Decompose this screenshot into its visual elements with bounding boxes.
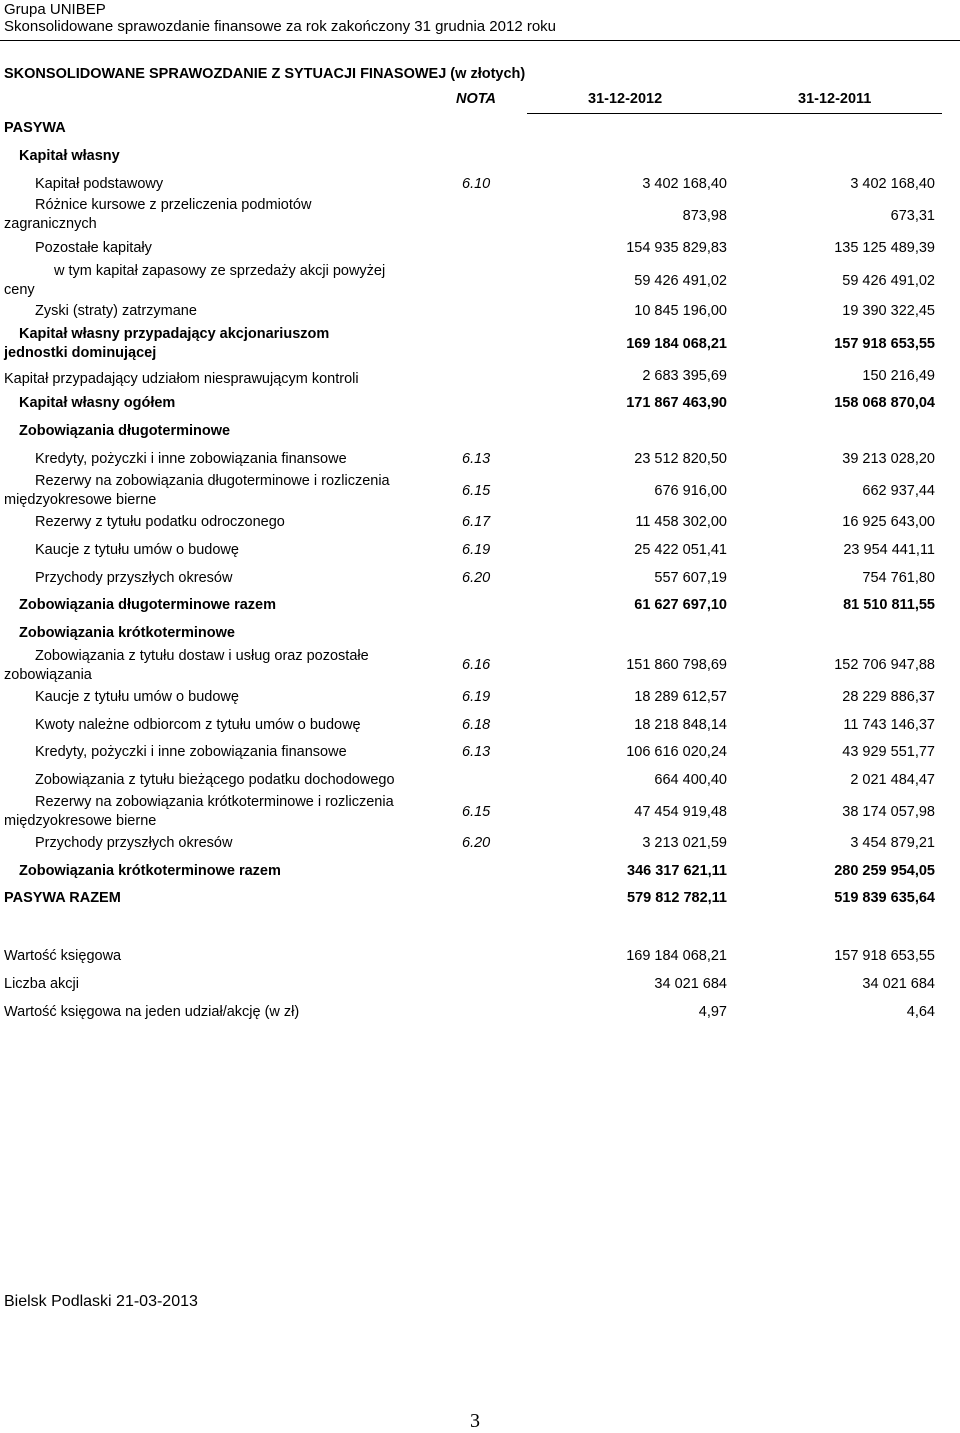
value-2011: 280 259 954,05: [834, 863, 935, 879]
value-2012: 169 184 068,21: [626, 948, 727, 964]
value-2011: 59 426 491,02: [842, 273, 935, 289]
row-nota: 6.13: [462, 451, 491, 467]
header-rule: [0, 40, 960, 41]
value-2011: 519 839 635,64: [834, 890, 935, 906]
row-nota: 6.17: [462, 514, 491, 530]
value-2011: 23 954 441,11: [843, 542, 935, 558]
value-2011: 3 402 168,40: [850, 176, 935, 192]
row-nota: 6.15: [462, 483, 491, 499]
row-label: Pozostałe kapitały: [35, 240, 152, 256]
row-nota: 6.13: [462, 744, 491, 760]
value-2011: 157 918 653,55: [834, 948, 935, 964]
row-label-cont: zobowiązania: [4, 667, 92, 683]
value-2011: 81 510 811,55: [843, 597, 935, 613]
row-label: Przychody przyszłych okresów: [35, 570, 233, 586]
row-label: Kapitał własny ogółem: [19, 395, 176, 411]
row-nota: 6.19: [462, 689, 491, 705]
company-name: Grupa UNIBEP: [4, 1, 106, 18]
value-2011: 38 174 057,98: [842, 804, 935, 820]
value-2012: 10 845 196,00: [634, 303, 727, 319]
row-label: PASYWA RAZEM: [4, 890, 121, 906]
row-label: Kapitał własny: [19, 148, 120, 164]
row-label: Kredyty, pożyczki i inne zobowiązania finansowe: [35, 744, 347, 760]
row-nota: 6.19: [462, 542, 491, 558]
value-2011: 4,64: [906, 1004, 935, 1020]
value-2011: 28 229 886,37: [842, 689, 935, 705]
row-label-cont: międzyokresowe bierne: [4, 492, 157, 508]
value-2012: 579 812 782,11: [627, 890, 727, 906]
value-2012: 151 860 798,69: [626, 657, 727, 673]
row-label: Różnice kursowe z przeliczenia podmiotów: [35, 197, 312, 213]
row-label: Kapitał podstawowy: [35, 176, 164, 192]
value-2012: 346 317 621,11: [627, 863, 727, 879]
value-2011: 39 213 028,20: [842, 451, 935, 467]
value-2011: 34 021 684: [862, 976, 935, 992]
value-2012: 11 458 302,00: [635, 514, 727, 530]
value-2012: 557 607,19: [654, 570, 727, 586]
value-2011: 135 125 489,39: [834, 240, 935, 256]
row-label: Rezerwy z tytułu podatku odroczonego: [35, 514, 285, 530]
value-2011: 673,31: [890, 208, 935, 224]
value-2012: 18 218 848,14: [634, 717, 727, 733]
row-label: Przychody przyszłych okresów: [35, 835, 233, 851]
value-2011: 43 929 551,77: [842, 744, 935, 760]
value-2011: 152 706 947,88: [834, 657, 935, 673]
row-label: PASYWA: [4, 120, 66, 136]
row-label-cont: zagranicznych: [4, 216, 97, 232]
row-nota: 6.20: [462, 570, 491, 586]
row-label-cont: międzyokresowe bierne: [4, 813, 157, 829]
value-2011: 3 454 879,21: [850, 835, 935, 851]
value-2012: 3 402 168,40: [642, 176, 727, 192]
value-2011: 16 925 643,00: [842, 514, 935, 530]
column-header-nota: NOTA: [456, 91, 497, 107]
row-nota: 6.10: [462, 176, 491, 192]
row-label: Kaucje z tytułu umów o budowę: [35, 689, 239, 705]
value-2011: 19 390 322,45: [842, 303, 935, 319]
row-label: w tym kapitał zapasowy ze sprzedaży akcji powyżej: [54, 263, 386, 279]
row-label: Wartość księgowa na jeden udział/akcję (w zł): [4, 1004, 300, 1020]
row-label: Liczba akcji: [4, 976, 79, 992]
row-label: Wartość księgowa: [4, 948, 122, 964]
value-2012: 23 512 820,50: [634, 451, 727, 467]
row-nota: 6.20: [462, 835, 491, 851]
value-2012: 61 627 697,10: [634, 597, 727, 613]
column-header-underline: [527, 113, 942, 114]
value-2012: 18 289 612,57: [634, 689, 727, 705]
value-2012: 3 213 021,59: [642, 835, 727, 851]
value-2011: 150 216,49: [862, 368, 935, 384]
value-2012: 4,97: [698, 1004, 727, 1020]
place-date: Bielsk Podlaski 21-03-2013: [4, 1293, 198, 1310]
row-nota: 6.15: [462, 804, 491, 820]
row-label: Kredyty, pożyczki i inne zobowiązania finansowe: [35, 451, 347, 467]
value-2011: 754 761,80: [862, 570, 935, 586]
value-2012: 25 422 051,41: [634, 542, 727, 558]
value-2012: 676 916,00: [654, 483, 727, 499]
row-label: Kaucje z tytułu umów o budowę: [35, 542, 239, 558]
value-2011: 2 021 484,47: [850, 772, 935, 788]
row-label: Rezerwy na zobowiązania krótkoterminowe i rozliczenia: [35, 794, 394, 810]
value-2012: 171 867 463,90: [626, 395, 727, 411]
value-2012: 664 400,40: [654, 772, 727, 788]
row-label: Zobowiązania krótkoterminowe razem: [19, 863, 281, 879]
row-nota: 6.16: [462, 657, 491, 673]
column-header-2012: 31-12-2012: [588, 91, 663, 107]
document-subtitle: Skonsolidowane sprawozdanie finansowe za rok zakończony 31 grudnia 2012 roku: [4, 18, 557, 35]
page-number: 3: [470, 1410, 480, 1432]
value-2012: 154 935 829,83: [626, 240, 727, 256]
column-header-2011: 31-12-2011: [798, 91, 872, 107]
row-label: Zobowiązania długoterminowe razem: [19, 597, 277, 613]
row-label: Zobowiązania z tytułu dostaw i usług oraz pozostałe: [35, 648, 369, 664]
row-label: Rezerwy na zobowiązania długoterminowe i rozliczenia: [35, 473, 390, 489]
row-label: Zobowiązania długoterminowe: [19, 423, 231, 439]
value-2012: 873,98: [682, 208, 727, 224]
statement-title: SKONSOLIDOWANE SPRAWOZDANIE Z SYTUACJI FINASOWEJ (w złotych): [4, 66, 526, 82]
value-2012: 34 021 684: [654, 976, 727, 992]
row-label-cont: jednostki dominującej: [4, 345, 157, 361]
value-2012: 59 426 491,02: [634, 273, 727, 289]
row-label: Zyski (straty) zatrzymane: [35, 303, 197, 319]
value-2012: 47 454 919,48: [634, 804, 727, 820]
value-2012: 106 616 020,24: [626, 744, 727, 760]
value-2012: 2 683 395,69: [642, 368, 727, 384]
value-2011: 11 743 146,37: [843, 717, 935, 733]
value-2011: 158 068 870,04: [834, 395, 935, 411]
row-label: Zobowiązania z tytułu bieżącego podatku dochodowego: [35, 772, 395, 788]
row-label: Kapitał własny przypadający akcjonariuszom: [19, 326, 330, 342]
row-nota: 6.18: [462, 717, 491, 733]
row-label: Kwoty należne odbiorcom z tytułu umów o budowę: [35, 717, 361, 733]
value-2012: 169 184 068,21: [626, 336, 727, 352]
row-label-cont: ceny: [4, 282, 35, 298]
row-label: Zobowiązania krótkoterminowe: [19, 625, 235, 641]
value-2011: 157 918 653,55: [834, 336, 935, 352]
value-2011: 662 937,44: [862, 483, 935, 499]
row-label: Kapitał przypadający udziałom niesprawującym kontroli: [4, 371, 359, 387]
